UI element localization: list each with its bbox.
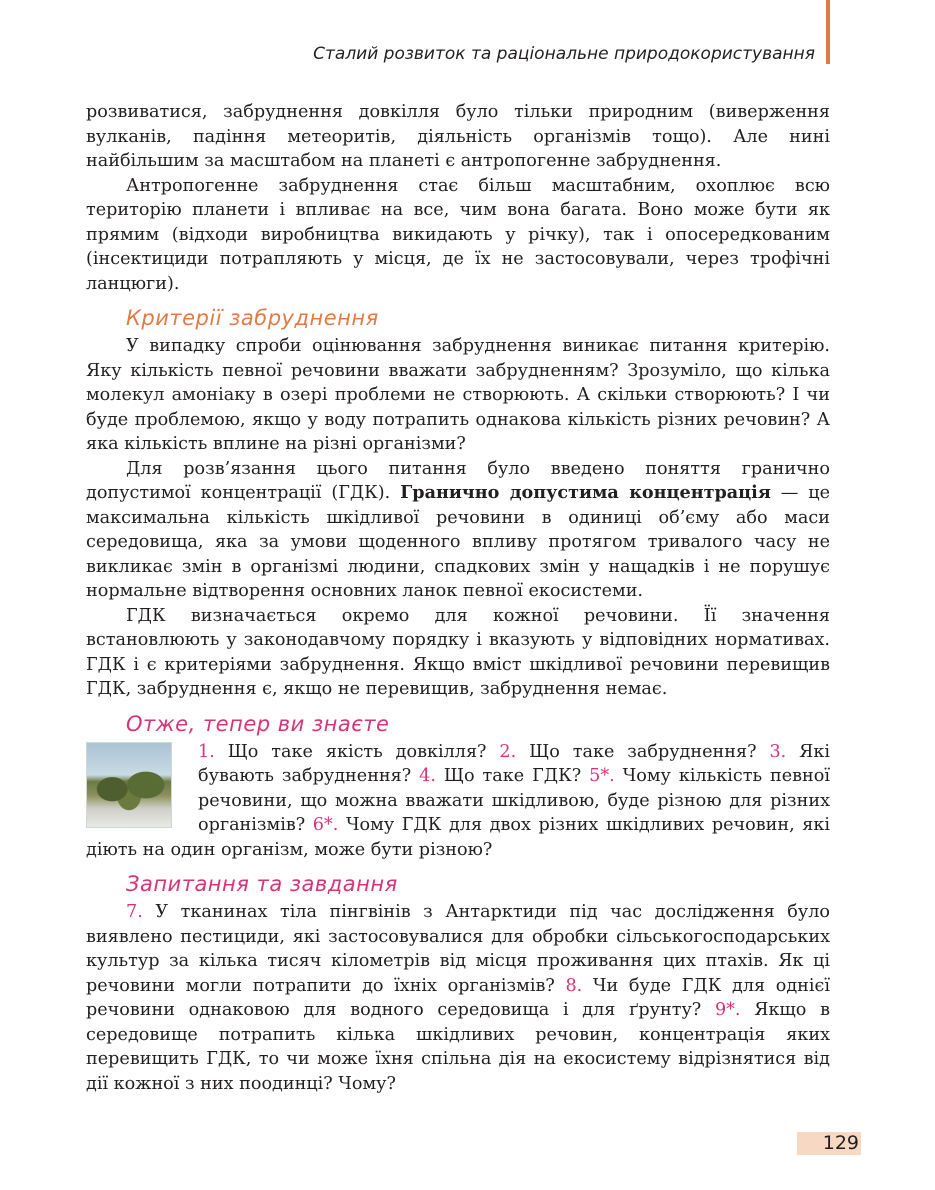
task-number: 7. xyxy=(126,902,143,922)
task-text: Чи буде ГДК для однієї речовини однаковою для водного середовища і для ґрунту? xyxy=(86,975,831,1020)
question-number: 4. xyxy=(419,766,436,786)
task-number: 9*. xyxy=(714,1000,741,1020)
heading-criteria: Критерії забруднення xyxy=(126,306,379,330)
paragraph-criteria-3: ГДК визначається окремо для кожної речовини. Її значення встановлюють у законодавчому порядку і вказують у відповідних нормативах. ГДК і є критеріями забруднення. Якщо вміст шкідливої речовини перевищив ГДК, забруднення є, якщо не перевищив, забруднення немає. xyxy=(86,605,830,699)
paragraph-tasks xyxy=(86,900,830,1096)
question-number: 3. xyxy=(769,741,787,762)
question-text: Що таке забруднення? xyxy=(516,741,770,762)
task-text: Якщо в середовище потрапить кілька шкідливих речовин, концентрація яких перевищить ГДК, то чи може їхня спільна дія на екосистему відрізнятися від дії кожної з них поодинці? Чому? xyxy=(86,1000,830,1094)
definition-body: — це максимальна кількість шкідливої речовини в одиниці об’єму або маси середовища, яка за умови щоденного впливу протягом тривалого часу не викликає змін в організмі людини, спадкових змін у нащадків і не порушує нормальне відтворення основних ланок певної екосистеми. xyxy=(86,483,830,601)
question-number: 5*. xyxy=(589,766,615,786)
task-number: 8. xyxy=(565,975,583,996)
page-number: 129 xyxy=(822,1132,859,1154)
definition-lead: Для розв’язання цього питання було введено поняття гранично допустимої концентрації (ГДК). xyxy=(86,458,830,503)
question-text: Чому кількість певної речовини, що можна вважати шкідливою, буде різною для різних організмів? xyxy=(198,766,830,835)
polluted-landscape-photo xyxy=(86,742,172,828)
question-text: Які бувають забруднення? xyxy=(198,741,830,786)
question-text: Чому ГДК для двох різних шкідливих речовин, які діють на один організм, може бути різною? xyxy=(86,815,830,860)
heading-questions-tasks: Запитання та завдання xyxy=(126,872,398,896)
question-number: 1. xyxy=(198,741,215,762)
summary-block xyxy=(86,740,830,863)
definition-term: Гранично допустима концентрація xyxy=(400,482,771,503)
paragraph-criteria-1: У випадку спроби оцінювання забруднення виникає питання критерію. Яку кількість певної речовини вважати забрудненням? Зрозуміло, що кілька молекул амоніаку в озері проблеми не створюють. А скільки створюють? І чи буде проблемою, якщо у воду потрапить однакова кількість різних речовин? А яка кількість вплине на різні організми? xyxy=(86,336,830,454)
heading-now-you-know: Отже, тепер ви знаєте xyxy=(126,711,390,736)
question-number: 6*. xyxy=(312,815,339,835)
paragraph-criteria-2 xyxy=(86,457,830,604)
paragraph-intro-2: Антропогенне забруднення стає більш масштабним, охоплює всю територію планети і впливає на все, чим вона багата. Воно може бути як прямим (відходи виробництва викидають у річку), так і опосередкованим (інсектициди потрапляють у місця, де їх не застосовували, через трофічні ланцюги). xyxy=(86,175,830,294)
header-accent-rule xyxy=(826,0,830,64)
task-text: У тканинах тіла пінгвінів з Антарктиди під час дослідження було виявлено пестициди, які застосовувалися для обробки сільськогосподарських культур за кілька тисяч кілометрів від місця проживання цих птахів. Як ці речовини могли потрапити до їхніх організмів? xyxy=(86,902,830,996)
summary-questions-text xyxy=(86,740,830,863)
summary-questions xyxy=(86,740,830,863)
question-number: 2. xyxy=(499,741,517,762)
question-text: Що таке ГДК? xyxy=(435,766,590,786)
running-header: Сталий розвиток та раціональне природокористування xyxy=(313,44,815,64)
paragraph-intro-1: розвиватися, забруднення довкілля було тільки природним (виверження вулканів, падіння метеоритів, діяльність організмів тощо). Але нині найбільшим за масштабом на планеті є антропогенне забруднення. xyxy=(86,102,830,171)
page-content xyxy=(86,100,830,1096)
question-text: Що таке якість довкілля? xyxy=(214,741,500,762)
